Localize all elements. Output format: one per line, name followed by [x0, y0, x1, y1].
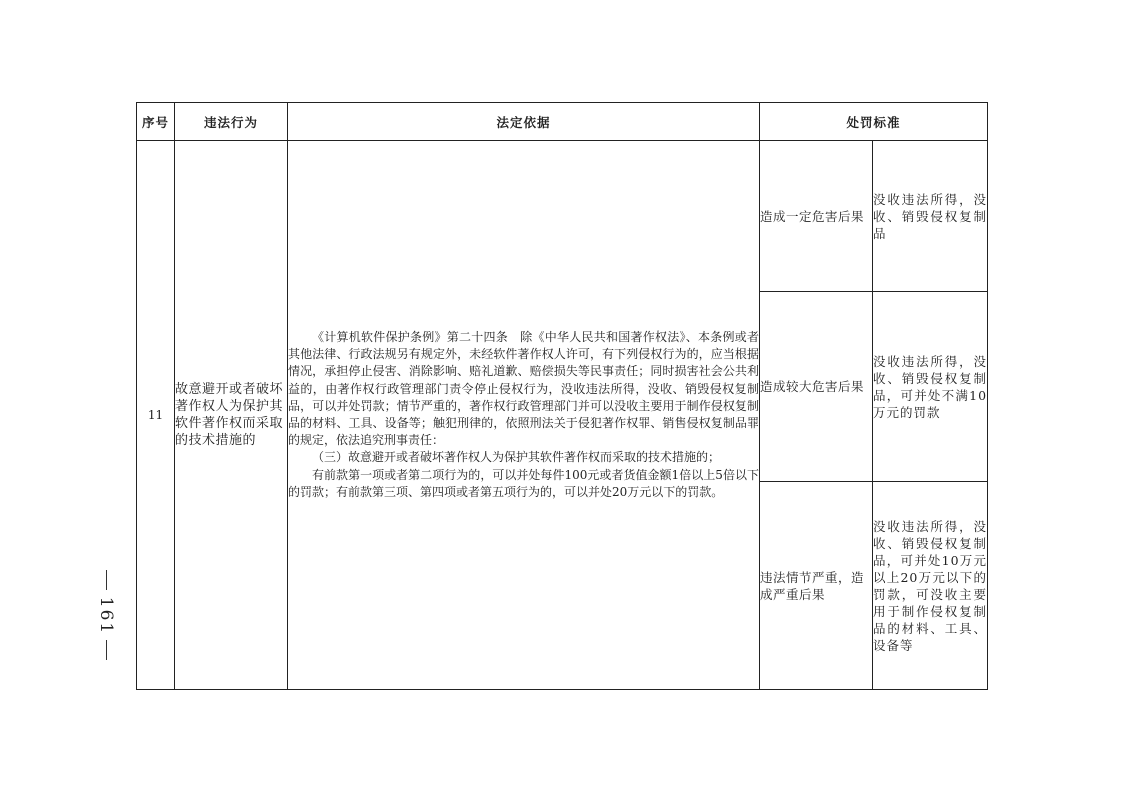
legal-basis-paragraph-3: 有前款第一项或者第二项行为的，可以并处每件100元或者货值金额1倍以上5倍以下的罚款；有前款第三项、第四项或者第五项行为的，可以并处20万元以下的罚款。 — [288, 467, 759, 499]
penalty-standards-table — [136, 102, 987, 689]
folio-dash-bottom — [106, 640, 107, 660]
legal-basis-cell — [288, 141, 760, 690]
header-penalty-standard: 处罚标准 — [760, 103, 988, 141]
violation-cell: 故意避开或者破坏著作权人为保护其软件著作权而采取的技术措施的 — [175, 141, 288, 690]
folio-dash-top — [106, 570, 107, 590]
header-row — [137, 103, 988, 141]
header-legal-basis: 法定依据 — [288, 103, 760, 141]
penalty-level-2: 没收违法所得，没收、销毁侵权复制品，可并处不满10万元的罚款 — [873, 292, 988, 482]
table-row — [137, 141, 988, 292]
severity-level-1: 造成一定危害后果 — [760, 141, 873, 292]
header-violation: 违法行为 — [175, 103, 288, 141]
page-number-marker — [91, 570, 121, 680]
legal-basis-paragraph-2: （三）故意避开或者破坏著作权人为保护其软件著作权而采取的技术措施的； — [312, 450, 721, 465]
penalty-level-1: 没收违法所得，没收、销毁侵权复制品 — [873, 141, 988, 292]
severity-level-2: 造成较大危害后果 — [760, 292, 873, 482]
legal-basis-paragraph-1: 《计算机软件保护条例》第二十四条 除《中华人民共和国著作权法》、本条例或者其他法律、行政法规另有规定外，未经软件著作权人许可，有下列侵权行为的，应当根据情况，承担停止侵害、消除影响、赔礼道歉、赔偿损失等民事责任；同时损害社会公共利益的，由著作权行政管理部门责令停止侵权行为，没收违法所得，没收、销毁侵权复制品，可以并处罚款；情节严重的，著作权行政管理部门并可以没收主要用于制作侵权复制品的材料、工具、设备等；触犯刑律的，依照刑法关于侵犯著作权罪、销售侵权复制品罪的规定，依法追究刑事责任： — [288, 329, 759, 448]
header-seq: 序号 — [137, 103, 175, 141]
page-number: 161 — [96, 596, 117, 636]
penalty-level-3: 没收违法所得，没收、销毁侵权复制品，可并处10万元以上20万元以下的罚款，可没收主要用于制作侵权复制品的材料、工具、设备等 — [873, 482, 988, 690]
severity-level-3: 违法情节严重，造成严重后果 — [760, 482, 873, 690]
penalty-table — [136, 102, 988, 690]
row-seq-number: 11 — [137, 141, 175, 690]
